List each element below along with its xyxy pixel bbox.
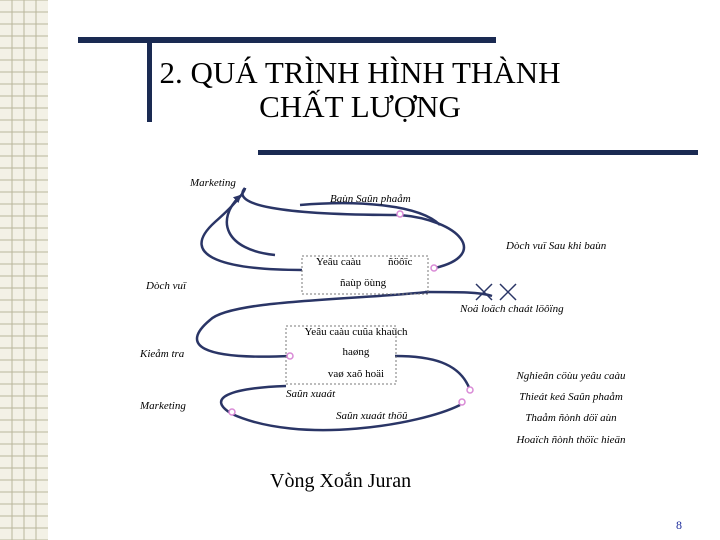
marker-dot-ban <box>397 211 403 217</box>
label-thiet-ke: Thieát keá Saûn phaåm <box>519 391 623 403</box>
label-dich-vu: Dòch vuï <box>146 280 187 292</box>
label-san-xuat: Saûn xuaát <box>286 388 336 400</box>
label-san-xuat-thu: Saûn xuaát thöû <box>336 410 408 422</box>
marker-dot-san-xuat-thu <box>467 387 473 393</box>
marker-dot-dich-vu-sau <box>431 265 437 271</box>
label-ban-san-pham: Baùn Saûn phaåm <box>330 193 411 205</box>
marker-dot-san-xuat <box>459 399 465 405</box>
label-yeu-cau-khach-2: haøng <box>342 346 370 358</box>
label-noi-loai: Noä loäch chaát löôïng <box>460 303 564 315</box>
label-dap-ung: ñaùp öùng <box>340 277 387 289</box>
label-hoach-dinh: Hoaïch ñònh thöïc hieän <box>516 434 626 446</box>
label-marketing-bottom: Marketing <box>140 400 186 412</box>
label-dich-vu-sau-ban: Dòch vuï Sau khi baùn <box>506 240 607 252</box>
label-yeu-cau: Yeâu caàu <box>316 256 362 268</box>
page-number: 8 <box>676 518 682 532</box>
title-line-2: CHẤT LƯỢNG <box>259 89 461 124</box>
label-duoc: ñöôïc <box>388 256 413 268</box>
label-yeu-cau-khach-3: vaø xaõ hoäi <box>327 368 385 380</box>
title-line-1: 2. QUÁ TRÌNH HÌNH THÀNH <box>159 55 561 90</box>
spiral-arc-dich-vu-to-marketing <box>202 188 302 270</box>
label-nghien-cuu: Nghieân cöùu yeâu caàu <box>516 370 626 382</box>
marker-dot-marketing <box>229 409 235 415</box>
diagram-caption: Vòng Xoắn Juran <box>270 470 412 492</box>
label-yeu-cau-khach-1: Yeâu caàu cuûa khaùch <box>304 326 408 338</box>
label-tham-dinh: Thaåm ñònh döï aùn <box>525 412 617 424</box>
label-kiem-tra: Kieåm tra <box>140 348 185 360</box>
label-marketing-top: Marketing <box>190 177 236 189</box>
spiral-arc-outer-left <box>162 205 435 301</box>
